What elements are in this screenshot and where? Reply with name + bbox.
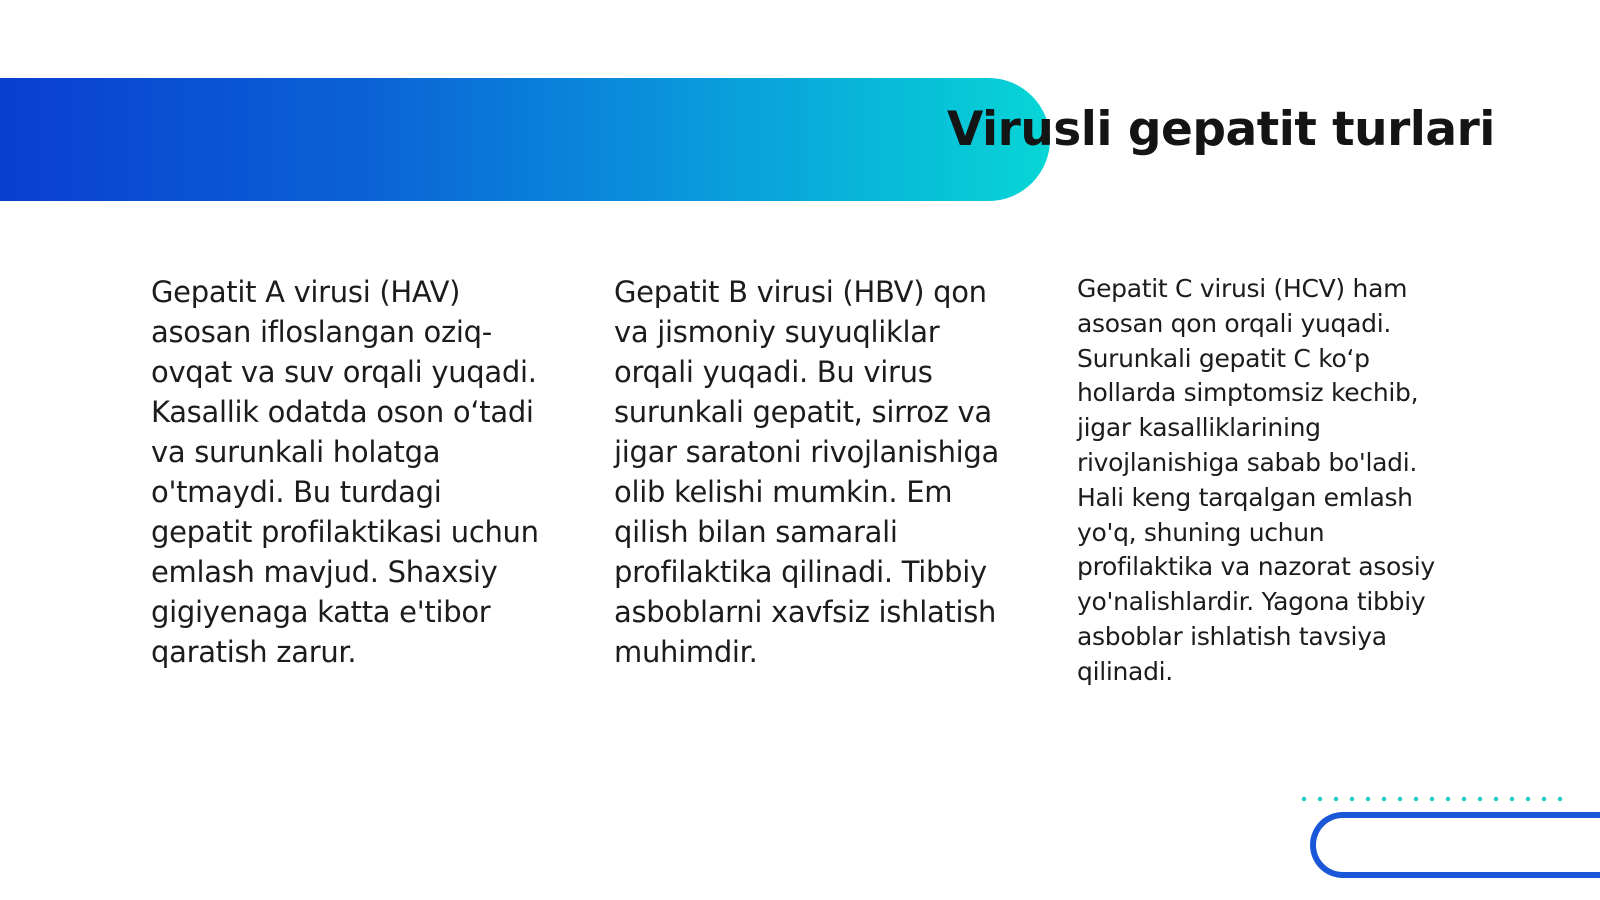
decorative-dot bbox=[1526, 797, 1530, 801]
decorative-dot bbox=[1430, 797, 1434, 801]
decorative-dot bbox=[1494, 797, 1498, 801]
decorative-dot bbox=[1542, 797, 1546, 801]
decorative-dot bbox=[1334, 797, 1338, 801]
hepatitis-a-text: Gepatit A virusi (HAV) asosan ifloslangan oziq-ovqat va suv orqali yuqadi. Kasallik odatda oson o‘tadi va surunkali holatga o'tmaydi. Bu turdagi gepatit profilaktikasi uchun emlash mavjud. Shaxsiy gigiyenaga katta e'tibor qaratish zarur. bbox=[151, 275, 539, 669]
slide-title: Virusli gepatit turlari bbox=[947, 102, 1495, 157]
decorative-dots bbox=[1300, 795, 1570, 803]
decorative-dot bbox=[1350, 797, 1354, 801]
decorative-dot bbox=[1398, 797, 1402, 801]
hepatitis-b-text: Gepatit B virusi (HBV) qon va jismoniy suyuqliklar orqali yuqadi. Bu virus surunkali gepatit, sirroz va jigar saratoni rivojlanishiga olib kelishi mumkin. Em qilish bilan samarali profilaktika qilinadi. Tibbiy asboblarni xavfsiz ishlatish muhimdir. bbox=[614, 275, 1000, 669]
decorative-pill-outline bbox=[1310, 812, 1600, 878]
decorative-dot bbox=[1462, 797, 1466, 801]
header-gradient-band bbox=[0, 78, 1050, 201]
decorative-dot bbox=[1302, 797, 1306, 801]
decorative-dot bbox=[1558, 797, 1562, 801]
hepatitis-c-text: Gepatit C virusi (HCV) ham asosan qon orqali yuqadi. Surunkali gepatit C ko‘p hollarda simptomsiz kechib, jigar kasalliklarining rivojlanishiga sabab bo'ladi. Hali keng tarqalgan emlash yo'q, shuning uchun profilaktika va nazorat asosiy yo'nalishlardir. Yagona tibbiy asboblar ishlatish tavsiya qilinadi. bbox=[1077, 274, 1435, 686]
decorative-dot bbox=[1382, 797, 1386, 801]
decorative-dot bbox=[1366, 797, 1370, 801]
decorative-dot bbox=[1510, 797, 1514, 801]
decorative-dot bbox=[1414, 797, 1418, 801]
decorative-dot bbox=[1446, 797, 1450, 801]
decorative-dot bbox=[1318, 797, 1322, 801]
decorative-dot bbox=[1478, 797, 1482, 801]
